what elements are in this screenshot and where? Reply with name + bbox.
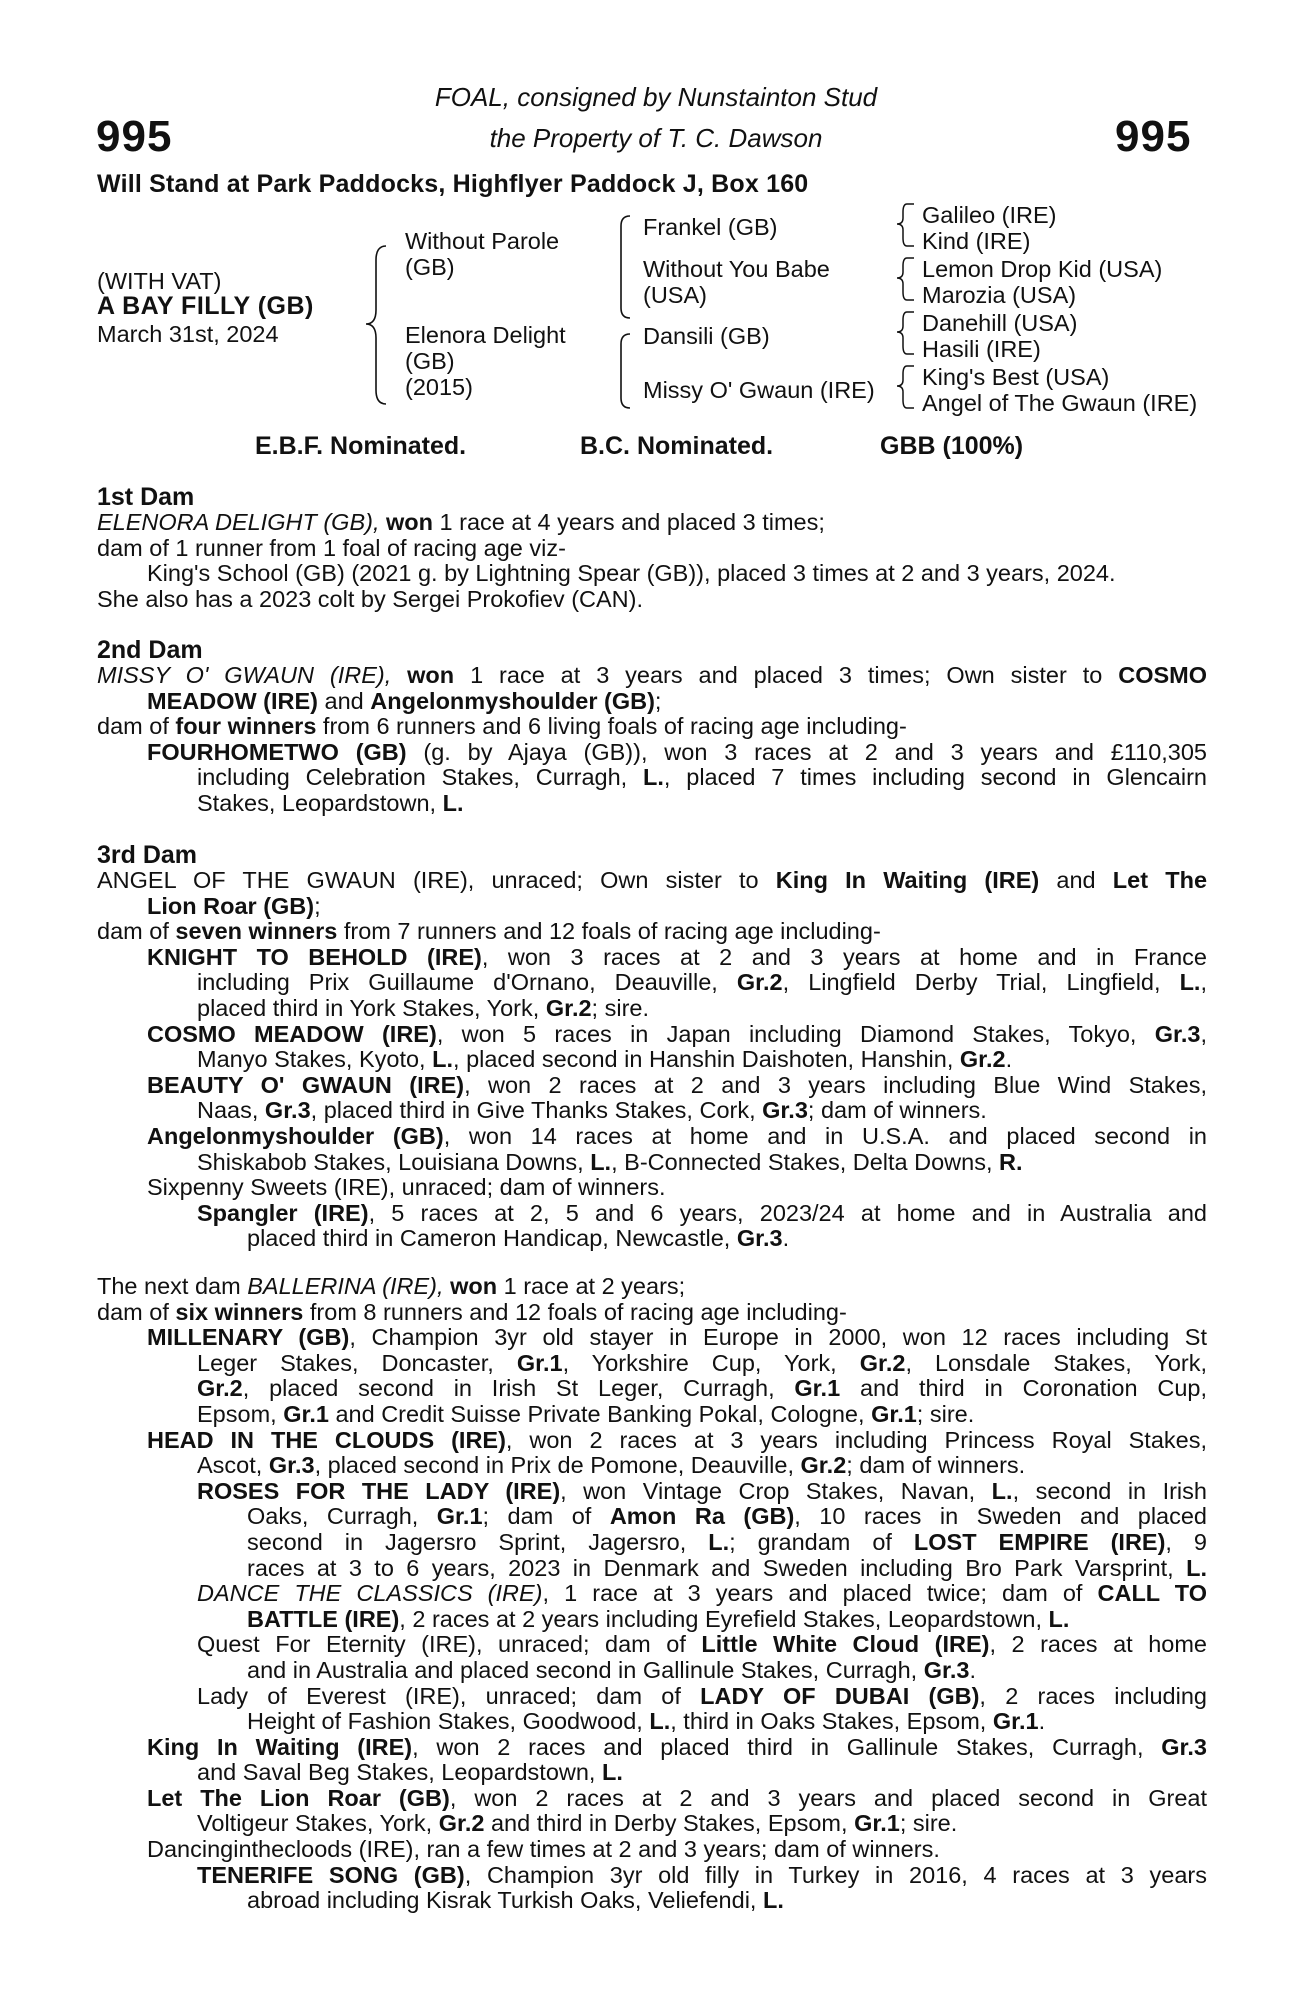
punctuation: . xyxy=(782,1225,790,1252)
pedigree-brace-second xyxy=(608,212,634,412)
progeny-name: Spangler (IRE) xyxy=(197,1199,369,1226)
sibling-name: King In Waiting (IRE) xyxy=(775,867,1040,893)
race-grade: L. xyxy=(602,1759,623,1786)
progeny-record: Oaks, Curragh, xyxy=(247,1503,419,1530)
progeny-record: and third in Coronation Cup, xyxy=(859,1375,1207,1402)
progeny-record: , second in Irish xyxy=(1012,1477,1207,1504)
race-grade: Gr.3 xyxy=(1154,1020,1201,1047)
progeny-record: , third in Oaks Stakes, Epsom, xyxy=(670,1708,987,1735)
first-dam-note: She also has a 2023 colt by Sergei Prokofiev (CAN). xyxy=(97,585,643,612)
next-dam-record: 1 race at 2 years; xyxy=(503,1273,686,1299)
progeny-record: , won 2 races at 3 years including Princess Royal Stakes, xyxy=(505,1426,1208,1453)
third-dam-heading: 3rd Dam xyxy=(97,841,198,869)
punctuation: , xyxy=(1200,969,1207,996)
progeny-record: ; dam of xyxy=(482,1503,592,1530)
race-grade: L. xyxy=(432,1046,454,1073)
progeny-name: KNIGHT TO BEHOLD (IRE) xyxy=(147,943,482,970)
progeny-record: and Credit Suisse Private Banking Pokal, Cologne, xyxy=(335,1400,865,1427)
dam-name: Elenora Delight xyxy=(405,322,566,348)
won-label: won xyxy=(450,1273,498,1299)
progeny-record: including Prix Guillaume d'Ornano, Deauville, xyxy=(197,969,718,996)
race-grade: Gr.2 xyxy=(438,1810,485,1837)
progeny-record: , placed second in Prix de Pomone, Deauville, xyxy=(314,1452,794,1479)
progeny-record: , placed second in Hanshin Daishoten, Hanshin, xyxy=(453,1046,954,1073)
progeny-record: including Celebration Stakes, Curragh, xyxy=(197,764,628,791)
progeny-record: , Lonsdale Stakes, York, xyxy=(905,1349,1208,1376)
progeny-record: Naas, xyxy=(197,1097,259,1124)
sibling-name: Lion Roar (GB) xyxy=(147,892,315,919)
sibling-name: Angelonmyshoulder (GB) xyxy=(370,687,655,714)
grandparents-2 xyxy=(922,256,1162,308)
progeny-record: , 5 races at 2, 5 and 6 years, 2023/24 at home and in Australia and xyxy=(368,1199,1207,1226)
conjunction: and xyxy=(324,687,364,714)
grandparents-4 xyxy=(922,364,1197,416)
text: from 8 runners and 12 foals of racing age including- xyxy=(309,1298,847,1325)
race-grade: L. xyxy=(649,1708,671,1735)
progeny-record: , won 2 races and placed third in Gallinule Stakes, Curragh, xyxy=(412,1733,1144,1760)
first-dam-name: ELENORA DELIGHT (GB), xyxy=(97,509,380,535)
location-line: Will Stand at Park Paddocks, Highflyer Paddock J, Box 160 xyxy=(97,170,809,198)
second-dam-name: MISSY O' GWAUN (IRE), xyxy=(97,662,392,688)
dam xyxy=(405,322,566,400)
great-granddam-2: Marozia (USA) xyxy=(922,282,1077,308)
race-grade: L. xyxy=(590,1148,612,1175)
dam-dam: Missy O' Gwaun (IRE) xyxy=(643,377,875,403)
horse-name: A BAY FILLY (GB) xyxy=(97,292,314,320)
progeny-record: , placed second in Irish St Leger, Curragh, xyxy=(242,1375,775,1402)
progeny-record: and third in Derby Stakes, Epsom, xyxy=(490,1810,848,1837)
race-grade: Gr.1 xyxy=(871,1400,917,1427)
progeny-record: Sixpenny Sweets (IRE), unraced; dam of winners. xyxy=(147,1174,666,1201)
dam-year: (2015) xyxy=(405,374,473,400)
progeny-record: Manyo Stakes, Kyoto, xyxy=(197,1046,426,1073)
progeny-record: ; sire. xyxy=(899,1810,958,1837)
progeny-record: , B-Connected Stakes, Delta Downs, xyxy=(611,1148,993,1175)
progeny-record: Ascot, xyxy=(197,1452,263,1479)
race-grade: Gr.3 xyxy=(268,1452,315,1479)
sibling-name: COSMO xyxy=(1118,662,1208,688)
race-grade: Gr.1 xyxy=(283,1400,329,1427)
first-dam-foal: King's School (GB) (2021 g. by Lightning Spear (GB)), placed 3 times at 2 and 3 years, 2024. xyxy=(147,560,1116,587)
progeny-record: , Champion 3yr old filly in Turkey in 2016, 4 races at 3 years xyxy=(464,1861,1207,1888)
next-dam-name: BALLERINA (IRE), xyxy=(247,1273,444,1299)
race-grade: Gr.1 xyxy=(992,1708,1039,1735)
great-granddam-1: Kind (IRE) xyxy=(922,228,1031,254)
progeny-name: FOURHOMETWO (GB) xyxy=(147,738,407,765)
progeny-record: ; grandam of xyxy=(729,1528,892,1555)
grandparents-1 xyxy=(922,202,1057,254)
progeny-record: , Yorkshire Cup, York, xyxy=(562,1349,837,1376)
won-label: won xyxy=(407,662,455,688)
progeny-record: second in Jagersro Sprint, Jagersro, xyxy=(247,1528,687,1555)
progeny-record: , won 5 races in Japan including Diamond Stakes, Tokyo, xyxy=(436,1020,1137,1047)
progeny-record: ; sire. xyxy=(916,1400,975,1427)
lot-number-left: 995 xyxy=(96,112,173,161)
race-grade: R. xyxy=(999,1148,1023,1175)
pedigree-brace-main xyxy=(360,240,390,410)
progeny-record: Stakes, Leopardstown, xyxy=(197,789,437,816)
race-grade: L. xyxy=(762,1887,784,1914)
progeny-record: , won 2 races at 2 and 3 years and placed second in Great xyxy=(449,1784,1207,1811)
punctuation: . xyxy=(1005,1046,1013,1073)
progeny-record: abroad including Kisrak Turkish Oaks, Veliefendi, xyxy=(247,1887,757,1914)
text: from 7 runners and 12 foals of racing age including- xyxy=(343,918,881,945)
race-grade: L. xyxy=(991,1477,1013,1504)
progeny-name: TENERIFE SONG (GB) xyxy=(197,1861,465,1888)
progeny-record: placed third in York Stakes, York, xyxy=(197,994,540,1021)
progeny-record: , 1 race at 3 years and placed twice; dam of xyxy=(542,1580,1083,1607)
first-dam-heading: 1st Dam xyxy=(97,483,195,511)
progeny-name: COSMO MEADOW (IRE) xyxy=(147,1020,437,1047)
sire-country: (GB) xyxy=(405,254,455,280)
punctuation: . xyxy=(969,1656,976,1683)
progeny-record: ; dam of winners. xyxy=(807,1097,987,1124)
first-dam-section xyxy=(97,484,1207,612)
race-grade: Gr.1 xyxy=(794,1375,841,1402)
punctuation: ; xyxy=(654,687,662,714)
progeny-name: MILLENARY (GB) xyxy=(147,1324,350,1351)
progeny-name: HEAD IN THE CLOUDS (IRE) xyxy=(147,1426,506,1453)
race-grade: Gr.2 xyxy=(859,1349,906,1376)
great-grandsire-4: King's Best (USA) xyxy=(922,364,1110,390)
great-grandsire-3: Danehill (USA) xyxy=(922,310,1078,336)
dam-country: (GB) xyxy=(405,348,455,374)
progeny-record: , 2 races at 2 years including Eyrefield Stakes, Leopardstown, xyxy=(399,1605,1042,1632)
progeny-name: CALL TO xyxy=(1097,1580,1207,1607)
progeny-record: , won 14 races at home and in U.S.A. and placed second in xyxy=(443,1122,1207,1149)
progeny-record: , 2 races at home xyxy=(989,1631,1207,1658)
text: dam of xyxy=(97,1298,169,1325)
progeny-record: Height of Fashion Stakes, Goodwood, xyxy=(247,1708,643,1735)
third-dam-record: ANGEL OF THE GWAUN (IRE), unraced; Own sister to xyxy=(97,867,759,893)
winners-count: six winners xyxy=(175,1298,304,1325)
progeny-record: Dancinginthecloods (IRE), ran a few times at 2 and 3 years; dam of winners. xyxy=(147,1836,940,1863)
progeny-name: BEAUTY O' GWAUN (IRE) xyxy=(147,1071,465,1098)
first-dam-produce: dam of 1 runner from 1 foal of racing age viz- xyxy=(97,534,566,561)
progeny-name: BATTLE (IRE) xyxy=(247,1605,400,1632)
race-grade: Gr.1 xyxy=(854,1810,900,1837)
sibling-name: MEADOW (IRE) xyxy=(147,687,319,714)
race-grade: L. xyxy=(1048,1605,1070,1632)
consignor-line-1: FOAL, consigned by Nunstainton Stud xyxy=(434,82,878,112)
ebf-nomination: E.B.F. Nominated. xyxy=(255,432,467,460)
great-grandsire-2: Lemon Drop Kid (USA) xyxy=(922,256,1163,282)
consignor-line-2: the Property of T. C. Dawson xyxy=(489,123,823,153)
progeny-record: Shiskabob Stakes, Louisiana Downs, xyxy=(197,1148,584,1175)
progeny-name: ROSES FOR THE LADY (IRE) xyxy=(197,1477,561,1504)
lot-number-right: 995 xyxy=(1115,112,1192,161)
progeny-record: Voltigeur Stakes, York, xyxy=(197,1810,433,1837)
sire-dam xyxy=(643,256,830,308)
bc-nomination: B.C. Nominated. xyxy=(580,432,774,460)
progeny-record: ; sire. xyxy=(591,994,650,1021)
progeny-record: , 2 races including xyxy=(979,1682,1207,1709)
race-grade: Gr.3 xyxy=(736,1225,783,1252)
great-granddam-4: Angel of The Gwaun (IRE) xyxy=(922,390,1198,416)
progeny-record: , Champion 3yr old stayer in Europe in 2000, won 12 races including St xyxy=(349,1324,1207,1351)
race-grade: Gr.3 xyxy=(923,1656,970,1683)
progeny-record: and in Australia and placed second in Gallinule Stakes, Curragh, xyxy=(247,1656,918,1683)
progeny-name: Angelonmyshoulder (GB) xyxy=(147,1122,444,1149)
first-dam-record: 1 race at 4 years and placed 3 times; xyxy=(439,509,825,535)
progeny-record: (g. by Ajaya (GB)), won 3 races at 2 and 3 years and £110,305 xyxy=(423,738,1208,765)
progeny-record: , won 3 races at 2 and 3 years at home and in France xyxy=(481,943,1207,970)
great-grandsire-1: Galileo (IRE) xyxy=(922,202,1057,228)
sire-dam-country: (USA) xyxy=(643,282,707,308)
race-grade: Gr.3 xyxy=(762,1097,808,1124)
progeny-record: , placed 7 times including second in Glencairn xyxy=(663,764,1207,791)
punctuation: , xyxy=(1200,1020,1207,1047)
second-dam-section xyxy=(97,637,1207,817)
progeny-record: ; dam of winners. xyxy=(846,1452,1026,1479)
text: The next dam xyxy=(97,1273,241,1299)
progeny-name: DANCE THE CLASSICS (IRE) xyxy=(197,1580,543,1607)
progeny-record: , placed third in Give Thanks Stakes, Cork, xyxy=(310,1097,756,1124)
race-grade: Gr.3 xyxy=(1161,1733,1207,1760)
progeny-record: , won 2 races at 2 and 3 years including Blue Wind Stakes, xyxy=(464,1071,1207,1098)
race-grade: Gr.2 xyxy=(197,1375,243,1402)
progeny-record: Quest For Eternity (IRE), unraced; dam of xyxy=(197,1631,686,1658)
text: from 6 runners and 6 living foals of racing age including- xyxy=(322,713,907,740)
progeny-record: , won Vintage Crop Stakes, Navan, xyxy=(560,1477,976,1504)
great-granddam-3: Hasili (IRE) xyxy=(922,336,1041,362)
text: dam of xyxy=(97,918,169,945)
won-label: won xyxy=(386,509,434,535)
progeny-name: LADY OF DUBAI (GB) xyxy=(700,1682,980,1709)
progeny-record: races at 3 to 6 years, 2023 in Denmark and Sweden including Bro Park Varsprint, xyxy=(247,1554,1174,1581)
progeny-name: Amon Ra (GB) xyxy=(609,1503,795,1530)
race-grade: Gr.1 xyxy=(516,1349,563,1376)
second-dam-heading: 2nd Dam xyxy=(97,636,203,664)
conjunction: and xyxy=(1056,867,1096,893)
sire-sire: Frankel (GB) xyxy=(643,214,778,240)
progeny-name: King In Waiting (IRE) xyxy=(147,1733,413,1760)
progeny-record: , 9 xyxy=(1165,1528,1207,1555)
race-grade: L. xyxy=(442,789,464,816)
race-grade: L. xyxy=(1179,969,1201,996)
race-grade: Gr.2 xyxy=(959,1046,1006,1073)
race-grade: Gr.1 xyxy=(436,1503,483,1530)
race-grade: Gr.2 xyxy=(800,1452,847,1479)
race-grade: Gr.3 xyxy=(264,1097,311,1124)
progeny-record: Leger Stakes, Doncaster, xyxy=(197,1349,494,1376)
progeny-name: LOST EMPIRE (IRE) xyxy=(913,1528,1166,1555)
text: dam of xyxy=(97,713,169,740)
winners-count: four winners xyxy=(175,713,317,740)
race-grade: L. xyxy=(708,1528,730,1555)
progeny-record: placed third in Cameron Handicap, Newcastle, xyxy=(247,1225,731,1252)
race-grade: Gr.2 xyxy=(736,969,783,996)
progeny-record: Lady of Everest (IRE), unraced; dam of xyxy=(197,1682,681,1709)
next-dam-section xyxy=(97,1274,1207,1914)
second-dam-record: 1 race at 3 years and placed 3 times; Own sister to xyxy=(470,662,1103,688)
sibling-name: Let The xyxy=(1112,867,1208,893)
progeny-name: Little White Cloud (IRE) xyxy=(701,1631,990,1658)
sire xyxy=(405,228,559,280)
progeny-name: Let The Lion Roar (GB) xyxy=(147,1784,450,1811)
race-grade: L. xyxy=(643,764,664,791)
punctuation: . xyxy=(1038,1708,1046,1735)
race-grade: L. xyxy=(1186,1554,1207,1581)
grandparents-3 xyxy=(922,310,1077,362)
progeny-record: , Lingfield Derby Trial, Lingfield, xyxy=(782,969,1161,996)
pedigree-brace-third xyxy=(892,200,918,420)
winners-count: seven winners xyxy=(175,918,338,945)
third-dam-section xyxy=(97,842,1207,1252)
vat-label: (WITH VAT) xyxy=(97,268,222,294)
punctuation: ; xyxy=(314,892,321,919)
sire-name: Without Parole xyxy=(405,228,560,254)
progeny-record: , 10 races in Sweden and placed xyxy=(794,1503,1207,1530)
race-grade: Gr.2 xyxy=(545,994,592,1021)
gbb-nomination: GBB (100%) xyxy=(880,432,1024,460)
progeny-record: Epsom, xyxy=(197,1400,277,1427)
foaling-date: March 31st, 2024 xyxy=(97,321,279,347)
dam-sire: Dansili (GB) xyxy=(643,323,770,349)
progeny-record: and Saval Beg Stakes, Leopardstown, xyxy=(197,1759,596,1786)
sire-dam-name: Without You Babe xyxy=(643,256,830,282)
